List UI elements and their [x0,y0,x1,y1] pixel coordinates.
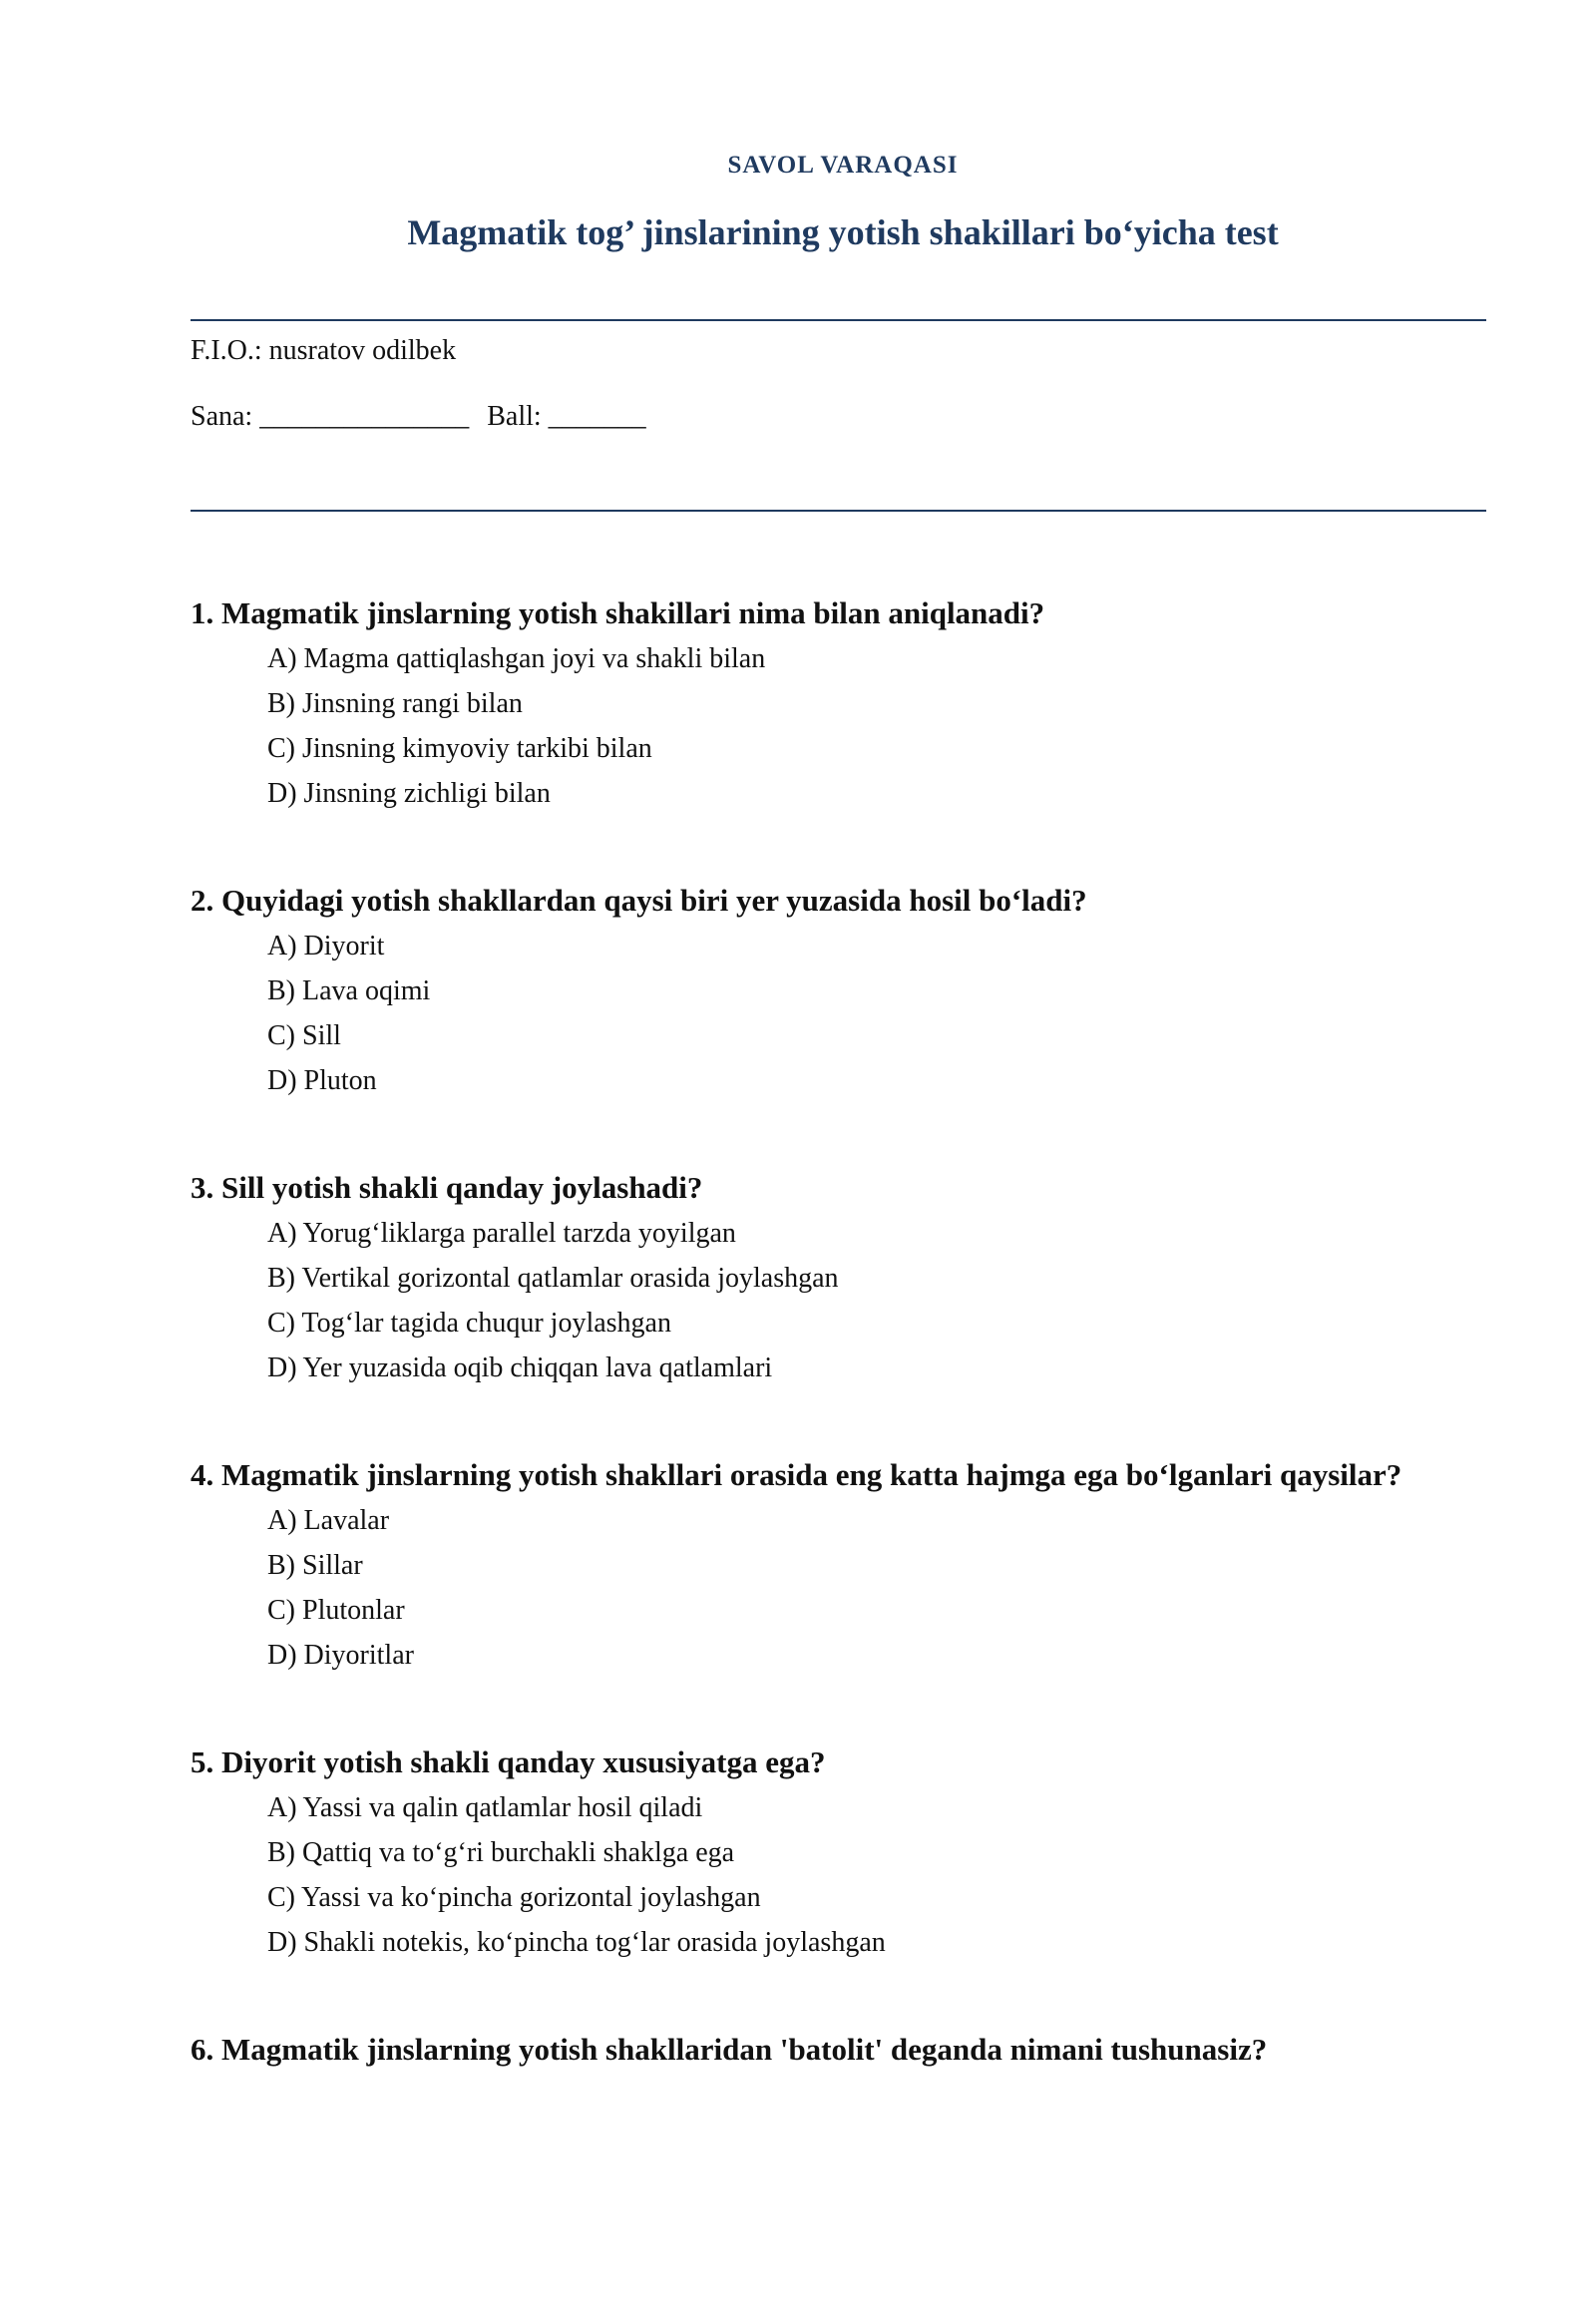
date-field: Sana: _______________ [191,401,470,432]
answer-option: A) Diyorit [267,931,385,962]
answer-option: A) Lavalar [267,1505,390,1536]
page-title: Magmatik tog’ jinslarining yotish shakillari bo‘yicha test [407,212,1279,252]
question-item [191,2027,1507,2314]
answer-option: C) Jinsning kimyoviy tarkibi bilan [267,733,652,764]
question-text: 5. Diyorit yotish shakli qanday xususiyatga ega? [191,1744,826,1779]
name-field: F.I.O.: nusratov odilbek [191,335,457,366]
question-text: 1. Magmatik jinslarning yotish shakillari nima bilan aniqlanadi? [191,595,1045,630]
sheet-kicker: SAVOL VARAQASI [727,152,959,179]
answer-option: A) Yorug‘liklarga parallel tarzda yoyilgan [267,1218,736,1249]
question-text: 6. Magmatik jinslarning yotish shakllaridan 'batolit' deganda nimani tushunasiz? [191,2032,1268,2067]
answer-option: D) Yer yuzasida oqib chiqqan lava qatlamlari [267,1352,773,1383]
answer-option: B) Qattiq va to‘g‘ri burchakli shaklga ega [267,1837,735,1868]
answer-option: B) Jinsning rangi bilan [267,688,523,719]
header-divider-bottom [191,510,1486,512]
answer-option: D) Jinsning zichligi bilan [267,778,551,809]
answer-option: A) Yassi va qalin qatlamlar hosil qiladi [267,1792,703,1823]
question-item [191,590,1507,878]
answer-option: D) Shakli notekis, ko‘pincha tog‘lar orasida joylashgan [267,1927,886,1958]
answer-option: D) Diyoritlar [267,1640,414,1671]
question-item [191,1739,1507,2027]
date-score-row [191,401,646,433]
question-text: 3. Sill yotish shakli qanday joylashadi? [191,1170,703,1205]
question-item [191,1452,1507,1739]
answer-option: C) Tog‘lar tagida chuqur joylashgan [267,1308,671,1339]
question-list [191,590,1507,2314]
answer-option: B) Lava oqimi [267,975,431,1006]
question-text: 4. Magmatik jinslarning yotish shakllari orasida eng katta hajmga ega bo‘lganlari qaysilar? [191,1457,1402,1492]
question-text: 2. Quyidagi yotish shakllardan qaysi biri yer yuzasida hosil bo‘ladi? [191,883,1087,918]
score-field: Ball: _______ [487,401,646,432]
answer-option: C) Plutonlar [267,1595,405,1626]
answer-option: C) Sill [267,1020,341,1051]
question-item [191,878,1507,1165]
answer-option: C) Yassi va ko‘pincha gorizontal joylashgan [267,1882,761,1913]
answer-option: D) Pluton [267,1065,377,1096]
answer-option: A) Magma qattiqlashgan joyi va shakli bilan [267,643,766,674]
answer-option: B) Sillar [267,1550,363,1581]
question-item [191,1165,1507,1452]
answer-option: B) Vertikal gorizontal qatlamlar orasida joylashgan [267,1263,839,1294]
header-divider-top [191,319,1486,321]
